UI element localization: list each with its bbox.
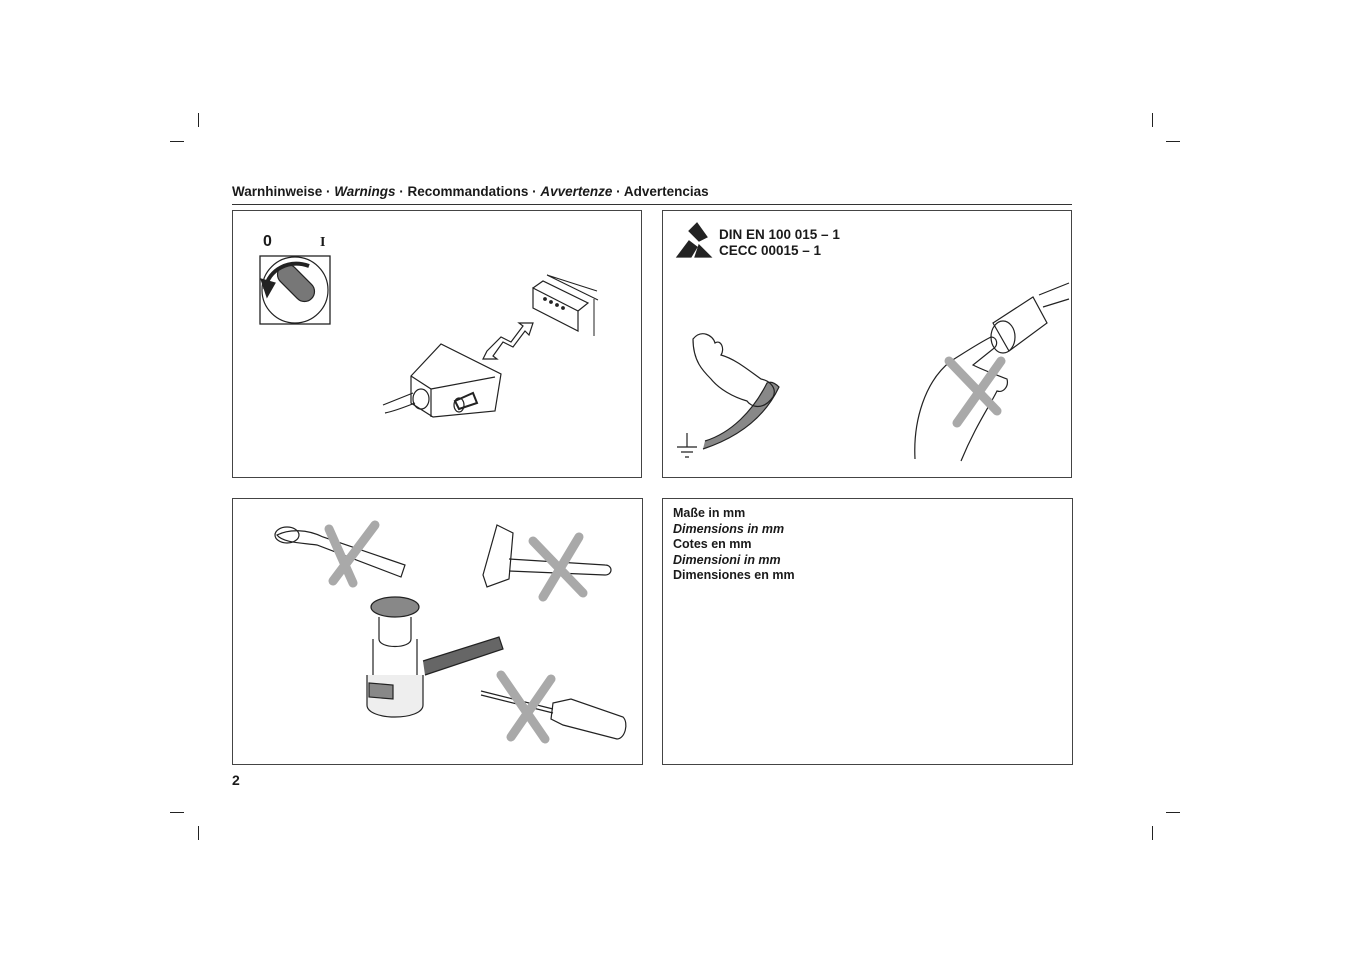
no-tools-panel [232,498,643,765]
switch-connector-illustration [233,211,641,477]
crop-mark [198,113,199,127]
header-separator: · [612,184,624,199]
page-header [232,184,1072,199]
encoder-neck [379,617,411,647]
prohibited-cross-icon [329,525,375,583]
switch-on-label: I [320,235,326,250]
prohibited-cross-icon [949,361,1001,423]
power-off-panel [232,210,642,478]
header-separator: · [395,184,408,199]
dimensions-it: Dimensioni in mm [673,552,781,567]
tools-illustration [233,499,642,764]
connect-arrow-icon [483,323,533,359]
esd-standard-din: DIN EN 100 015 – 1 [719,227,840,242]
dimensions-de: Maße in mm [673,506,746,520]
header-en: Warnings [334,184,396,199]
dimensions-es: Dimensiones en mm [673,568,795,582]
hammer-head [483,525,513,587]
header-separator: · [322,184,335,199]
crop-mark [1166,141,1180,142]
switch-off-label: 0 [263,233,272,250]
header-de: Warnhinweise [232,184,323,199]
prohibited-cross-icon [533,537,583,597]
header-fr: Recommandations [407,184,529,199]
cable-connector [993,297,1047,351]
arrow-head-icon [261,279,275,297]
esd-panel [662,210,1072,478]
ground-icon [677,433,697,457]
dimensions-en: Dimensions in mm [673,521,785,536]
crop-mark [170,141,184,142]
esd-standard-cecc: CECC 00015 – 1 [719,243,822,258]
screwdriver-handle [551,699,626,739]
crop-mark [198,826,199,840]
crop-mark [1152,826,1153,840]
dimensions-fr: Cotes en mm [673,537,752,551]
esd-standards [719,227,840,259]
crop-mark [170,812,184,813]
esd-warning-icon [677,223,711,257]
encoder-thread [423,637,503,675]
header-separator: · [528,184,541,199]
header-it: Avvertenze [540,184,613,199]
crop-mark [1166,812,1180,813]
dimensions-panel [662,498,1073,765]
ground-wire [703,382,779,449]
hand-touching-pins [915,337,1008,461]
header-es: Advertencias [623,184,709,199]
page-number: 2 [232,772,240,788]
crop-mark [1152,113,1153,127]
dimensions-text [673,506,795,584]
header-rule [232,204,1072,205]
